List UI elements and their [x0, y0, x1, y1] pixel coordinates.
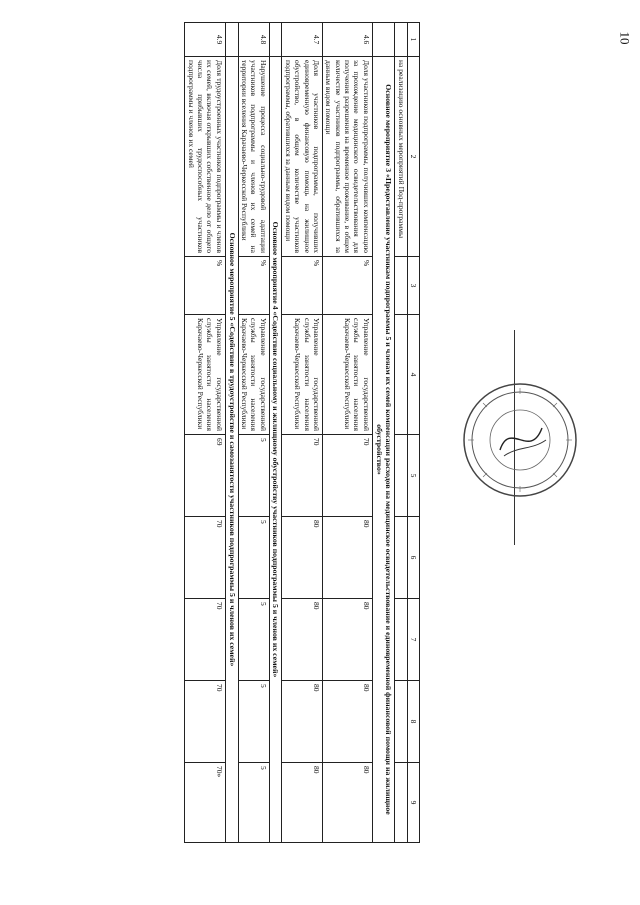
indicator-name: Доля трудоустроенных участников подпрограммы и членов их семей, включая открывших собственное дело от общего числа прибывших трудоспособных участников подпрограммы и членов их семей: [185, 57, 226, 257]
section-title: Основное мероприятие 5 «Содействие в трудоустройстве и самозанятости участников подпрограммы 5 и членов их семей»: [225, 57, 238, 843]
col-header: 2: [407, 57, 419, 257]
official-stamp-icon: [460, 380, 580, 500]
value-cell: 80: [282, 681, 323, 763]
value-cell: 80: [322, 763, 372, 843]
value-cell: 80: [282, 517, 323, 599]
value-cell: 5: [238, 599, 269, 681]
table-row: [185, 23, 226, 843]
indicator-name: Нарушение процесса социально-трудовой адаптации участников подпрограммы и членов их семей на территории вселения Карачаево-Черкесской Республики: [238, 57, 269, 257]
row-number: 4.6: [322, 23, 372, 57]
continuation-text: на реализацию основных мероприятий Под-программы: [395, 57, 407, 257]
col-header: 6: [407, 517, 419, 599]
value-cell: 80: [322, 681, 372, 763]
continuation-row: [395, 23, 407, 843]
value-cell: 70»: [185, 763, 226, 843]
column-number-row: [407, 23, 419, 843]
unit-cell: %: [282, 257, 323, 315]
col-header: 8: [407, 681, 419, 763]
value-cell: 70: [322, 435, 372, 517]
table-row: [322, 23, 372, 843]
table-region: [60, 22, 420, 842]
indicator-name: Доля участников подпрограммы, получивших единовременную финансовую помощь на жилищное обустройство, в общем количестве участников подпрограммы, обратившихся за данным видом помощи: [282, 57, 323, 257]
col-header: 7: [407, 599, 419, 681]
section-title: Основное мероприятие 3 «Предоставление участникам подпрограммы 5 и членам их семей компенсации расходов на медицинское освидетельствование и единовременной финансовой помощи на жилищное обустройство»: [372, 57, 394, 843]
indicator-name: Доля участников подпрограммы, получивших компенсацию за прохождение медицинского освидетельствования для получения разрешения на временное проживание, в общем количестве участников подпрограммы, обратившихся за данным видом помощи: [322, 57, 372, 257]
value-cell: 70: [185, 681, 226, 763]
col-header: 4: [407, 315, 419, 435]
executor-cell: Управление государственной службы занятости населения Карачаево-Черкесской Республики: [238, 315, 269, 435]
unit-cell: %: [238, 257, 269, 315]
page-number: 10: [617, 31, 633, 45]
executor-cell: Управление государственной службы занятости населения Карачаево-Черкесской Республики: [322, 315, 372, 435]
col-header: 1: [407, 23, 419, 57]
unit-cell: %: [185, 257, 226, 315]
row-number: 4.7: [282, 23, 323, 57]
unit-cell: %: [322, 257, 372, 315]
col-header: 5: [407, 435, 419, 517]
row-number: 4.9: [185, 23, 226, 57]
table-row: [282, 23, 323, 843]
executor-cell: Управление государственной службы занятости населения Карачаево-Черкесской Республики: [185, 315, 226, 435]
value-cell: 5: [238, 763, 269, 843]
col-header: 9: [407, 763, 419, 843]
value-cell: 70: [282, 435, 323, 517]
value-cell: 5: [238, 435, 269, 517]
value-cell: 5: [238, 681, 269, 763]
executor-cell: Управление государственной службы занятости населения Карачаево-Черкесской Республики: [282, 315, 323, 435]
section-title: Основное мероприятие 4 «Содействие социальному и жилищному обустройству участников подпрограммы 5 и членов их семей»: [269, 57, 282, 843]
indicators-table: [184, 22, 420, 843]
section-header-row: [372, 23, 394, 843]
table-row: [238, 23, 269, 843]
value-cell: 5: [238, 517, 269, 599]
value-cell: 80: [322, 599, 372, 681]
section-header-row: [269, 23, 282, 843]
value-cell: 80: [282, 763, 323, 843]
value-cell: 70: [185, 599, 226, 681]
col-header: 3: [407, 257, 419, 315]
row-number: 4.8: [238, 23, 269, 57]
value-cell: 70: [185, 517, 226, 599]
value-cell: 80: [322, 517, 372, 599]
value-cell: 69: [185, 435, 226, 517]
section-header-row: [225, 23, 238, 843]
value-cell: 80: [282, 599, 323, 681]
